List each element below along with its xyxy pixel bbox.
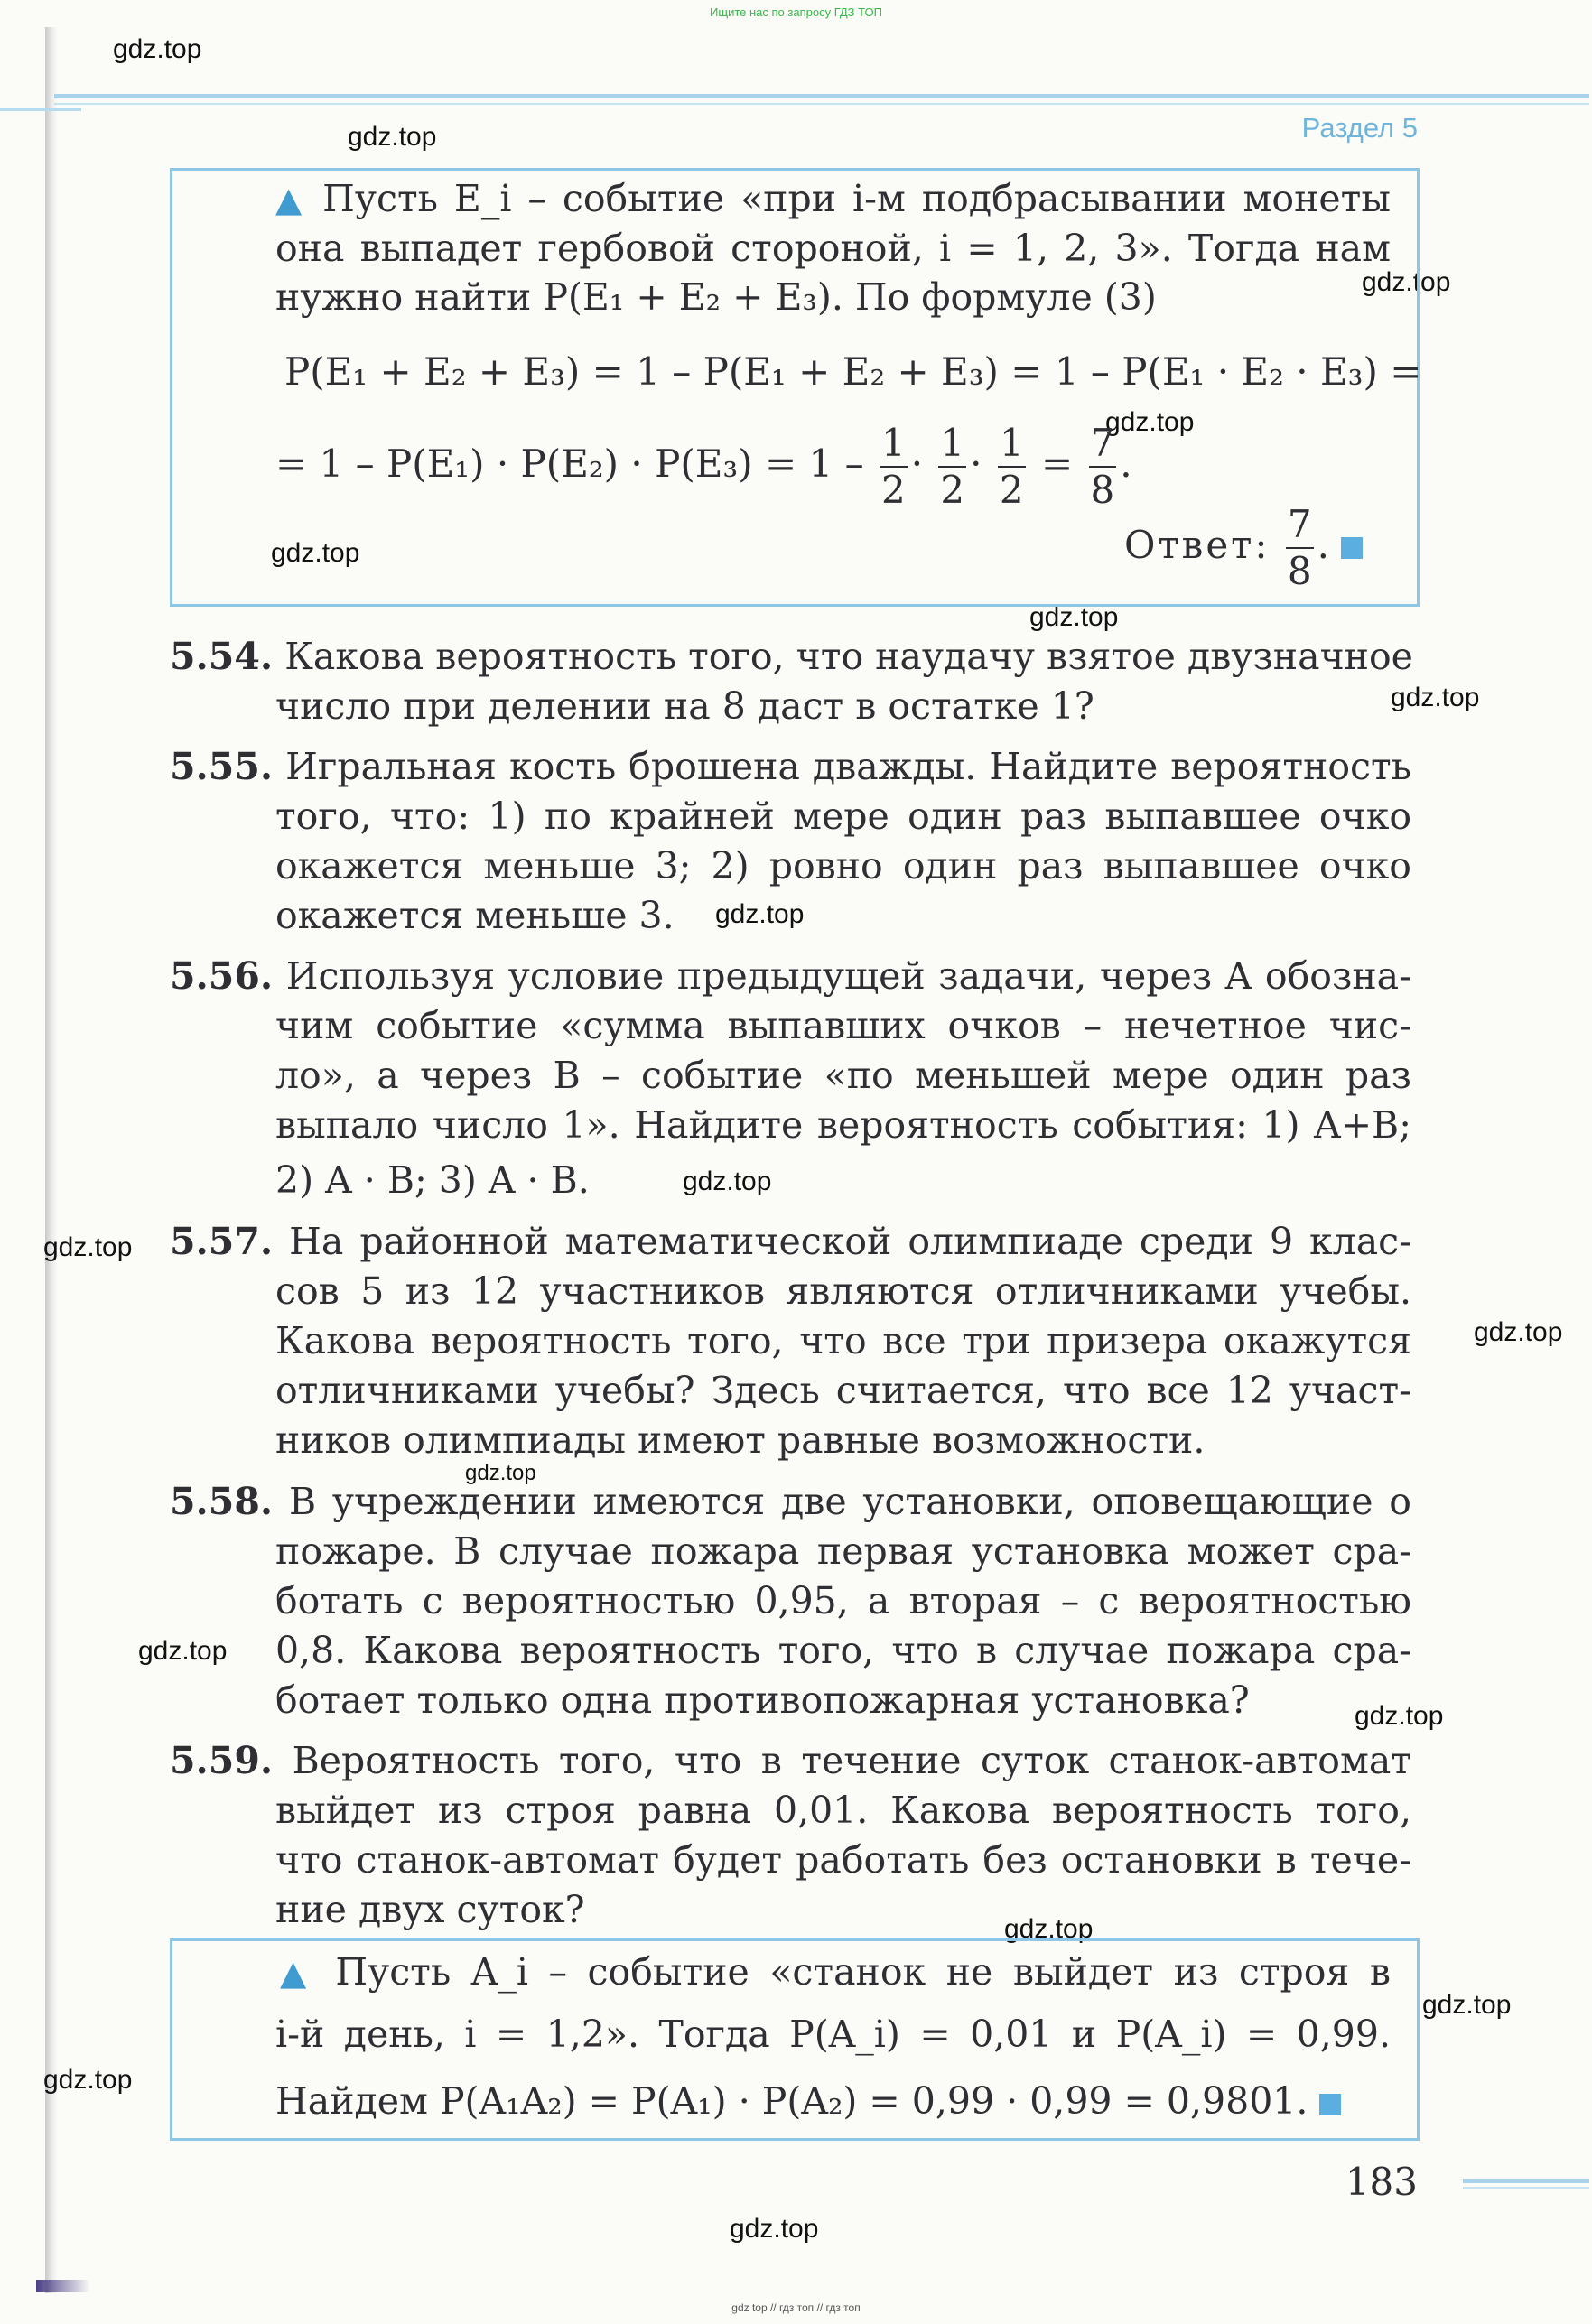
problem-5-54-line2: число при делении на 8 даст в остатке 1? <box>275 684 1094 728</box>
box1-formula1: P(E₁ + E₂ + E₃) = 1 – P(E₁ + E₂ + E₃) = 1 – P(E₁ · E₂ · E₃) = <box>284 349 1422 394</box>
footer-rule-thin <box>1463 2187 1589 2189</box>
header-rule-left <box>0 108 81 111</box>
problem-5-56-line5: 2) A · B; 3) A · B. <box>275 1158 590 1202</box>
problem-5-58-line1: 5.58. В учреждении имеются две установки, оповещающие о <box>170 1480 1411 1523</box>
box2-line3: Найдем P(A₁A₂) = P(A₁) · P(A₂) = 0,99 · 0,99 = 0,9801. <box>275 2077 1341 2126</box>
top-note: Ищите нас по запросу ГДЗ ТОП <box>710 5 882 19</box>
triangle-icon: ▲ <box>280 1953 315 1993</box>
problem-5-55-line3: окажется меньше 3; 2) ровно один раз выпавшее очко <box>275 844 1411 888</box>
page-number: 183 <box>1345 2160 1418 2204</box>
problem-5-56-line2: чим событие «сумма выпавших очков – нечетное чис- <box>275 1004 1411 1047</box>
problem-5-59-line3: что станок-автомат будет работать без остановки в тече- <box>275 1838 1411 1882</box>
watermark: gdz.top <box>1474 1317 1563 1347</box>
header-rule <box>54 94 1589 98</box>
box1-formula2: = 1 – P(E₁) · P(E₂) · P(E₃) = 1 – $\frac{1}{2}$ · $\frac{1}{2}$ · $\frac{1}{2}$ = $\frac{7}{8}$ . <box>275 421 1132 512</box>
problem-5-56-line1: 5.56. Используя условие предыдущей задачи, через A обозна- <box>170 954 1411 998</box>
box2-line1: ▲ Пусть A_i – событие «станок не выйдет из строя в <box>280 1950 1391 1994</box>
box2-line2: i-й день, i = 1,2». Тогда P(A_i) = 0,01 и P(A_i) = 0,99. <box>275 2013 1391 2056</box>
watermark: gdz.top <box>1422 1990 1512 2020</box>
watermark: gdz.top <box>1362 267 1451 297</box>
problem-5-55-line4: окажется меньше 3. <box>275 894 675 937</box>
problem-5-58-line5: ботает только одна противопожарная установка? <box>275 1678 1250 1722</box>
watermark: gdz.top <box>730 2214 819 2244</box>
problem-5-58-line3: ботать с вероятностью 0,95, а вторая – с вероятностью <box>275 1579 1411 1622</box>
problem-5-57-line4: отличниками учебы? Здесь считается, что все 12 участ- <box>275 1369 1411 1412</box>
box1-line1: ▲ Пусть E_i – событие «при i-м подбрасывании монеты <box>275 177 1391 220</box>
section-label: Раздел 5 <box>1301 112 1418 144</box>
footer-rule <box>1463 2179 1589 2183</box>
problem-5-56-line4: выпало число 1». Найдите вероятность события: 1) A+B; <box>275 1103 1411 1147</box>
watermark: gdz.top <box>1391 683 1480 712</box>
watermark: gdz.top <box>138 1636 228 1666</box>
problem-5-55-line1: 5.55. Игральная кость брошена дважды. Найдите вероятность <box>170 745 1411 788</box>
triangle-icon: ▲ <box>275 180 307 219</box>
watermark: gdz.top <box>1029 602 1119 632</box>
corner-decoration <box>36 2280 90 2292</box>
watermark: gdz.top <box>1355 1701 1444 1731</box>
watermark: gdz.top <box>43 1232 133 1262</box>
end-square-icon <box>1341 537 1363 559</box>
watermark: gdz.top <box>348 122 437 152</box>
header-rule-thin <box>54 103 1589 105</box>
problem-5-59-line1: 5.59. Вероятность того, что в течение суток станок-автомат <box>170 1739 1411 1782</box>
book-spine <box>45 27 58 2293</box>
problem-5-57-line1: 5.57. На районной математической олимпиаде среди 9 клас- <box>170 1220 1411 1263</box>
fraction: $\frac{1}{2}$ <box>940 421 965 512</box>
fraction: $\frac{1}{2}$ <box>880 421 906 512</box>
end-square-icon <box>1319 2094 1341 2115</box>
watermark: gdz.top <box>465 1461 536 1485</box>
box1-line2: она выпадет гербовой стороной, i = 1, 2, 3». Тогда нам <box>275 227 1391 270</box>
watermark: gdz.top <box>715 899 805 929</box>
problem-5-56-line3: ло», а через B – событие «по меньшей мере один раз <box>275 1054 1411 1097</box>
problem-5-54-line1: 5.54. Какова вероятность того, что наудачу взятое двузначное <box>170 635 1413 678</box>
problem-5-57-line5: ников олимпиады имеют равные возможности. <box>275 1418 1206 1462</box>
problem-5-57-line3: Какова вероятность того, что все три призера окажутся <box>275 1319 1411 1362</box>
problem-5-55-line2: того, что: 1) по крайней мере один раз выпавшее очко <box>275 795 1411 838</box>
box1-answer: Ответ: $\frac{7}{8}$ . <box>1124 502 1363 594</box>
fraction: $\frac{1}{2}$ <box>999 421 1024 512</box>
problem-5-59-line2: выйдет из строя равна 0,01. Какова вероятность того, <box>275 1789 1411 1832</box>
box1-line3: нужно найти P(E₁ + E₂ + E₃). По формуле (3) <box>275 275 1157 319</box>
watermark: gdz.top <box>271 538 360 568</box>
problem-5-59-line4: ние двух суток? <box>275 1888 585 1931</box>
bottom-note: gdz top // гдз топ // гдз топ <box>731 2301 861 2314</box>
answer-fraction: $\frac{7}{8}$ <box>1287 502 1312 593</box>
problem-5-57-line2: сов 5 из 12 участников являются отличниками учебы. <box>275 1269 1411 1313</box>
fraction: $\frac{7}{8}$ <box>1090 421 1115 512</box>
watermark: gdz.top <box>683 1167 772 1196</box>
watermark: gdz.top <box>113 34 202 64</box>
problem-5-58-line4: 0,8. Какова вероятность того, что в случае пожара сра- <box>275 1629 1411 1672</box>
watermark: gdz.top <box>1105 407 1195 437</box>
watermark: gdz.top <box>1004 1914 1094 1944</box>
watermark: gdz.top <box>43 2065 133 2095</box>
problem-5-58-line2: пожаре. В случае пожара первая установка может сра- <box>275 1529 1411 1573</box>
